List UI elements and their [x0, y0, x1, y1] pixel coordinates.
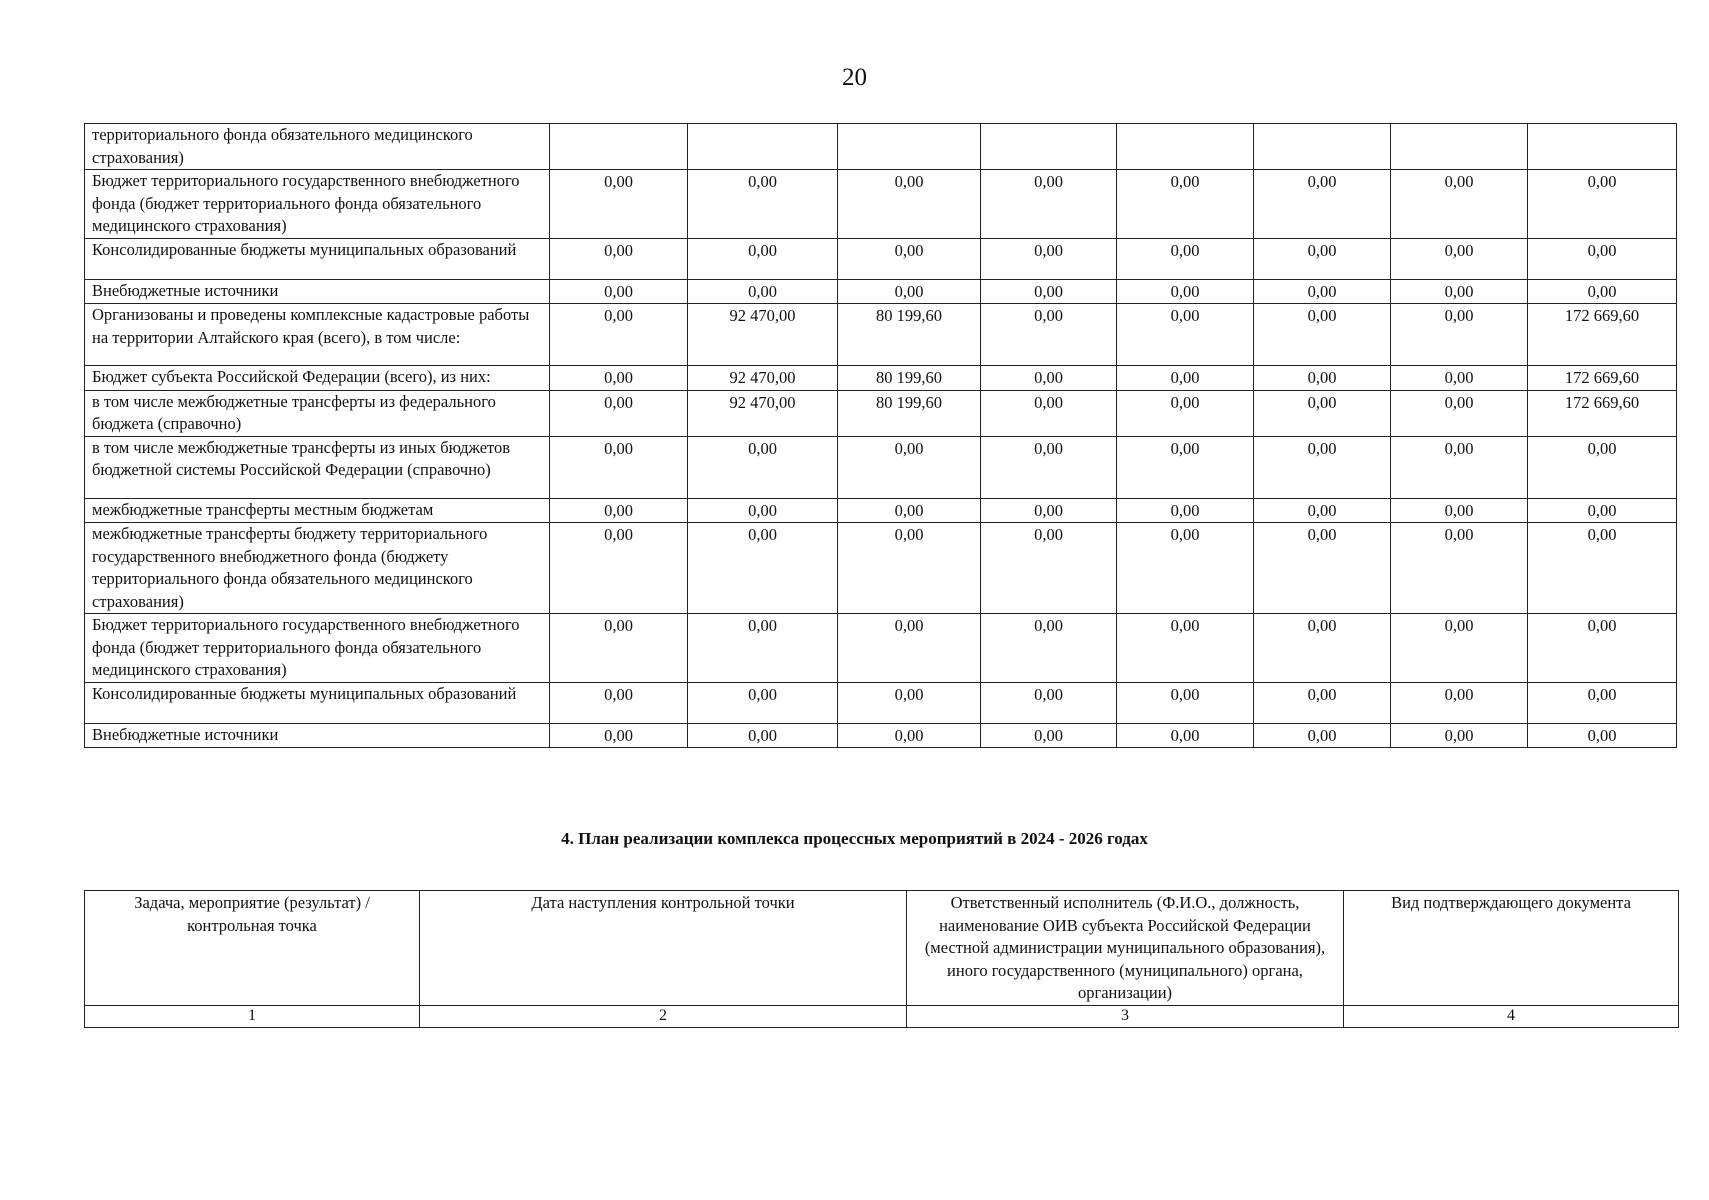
- budget-row: [85, 682, 1677, 723]
- page-number: 20: [842, 64, 867, 91]
- budget-value-cell: 0,00: [1528, 498, 1677, 523]
- budget-value-cell: 172 669,60: [1528, 390, 1677, 436]
- budget-value-cell: 0,00: [981, 614, 1117, 683]
- budget-value-cell: 0,00: [1528, 723, 1677, 748]
- budget-value-cell: 0,00: [1528, 279, 1677, 304]
- budget-value-cell: 0,00: [838, 723, 981, 748]
- budget-value-cell: 0,00: [1528, 238, 1677, 279]
- budget-value-cell: 0,00: [838, 436, 981, 498]
- budget-value-cell: 0,00: [838, 682, 981, 723]
- budget-value-cell: 0,00: [1117, 614, 1254, 683]
- budget-value-cell: 0,00: [1117, 436, 1254, 498]
- budget-row: [85, 523, 1677, 614]
- budget-row-label: Бюджет территориального государственного внебюджетного фонда (бюджет территориального фонда обязательного медицинского страхования): [85, 614, 550, 683]
- budget-row: [85, 170, 1677, 239]
- budget-value-cell: 0,00: [1254, 279, 1391, 304]
- budget-value-cell: 0,00: [1254, 170, 1391, 239]
- budget-value-cell: 80 199,60: [838, 366, 981, 391]
- budget-value-cell: 0,00: [1117, 682, 1254, 723]
- budget-value-cell: 0,00: [688, 436, 838, 498]
- budget-value-cell: 0,00: [1117, 498, 1254, 523]
- budget-value-cell: 0,00: [688, 614, 838, 683]
- budget-value-cell: 80 199,60: [838, 390, 981, 436]
- budget-row: [85, 279, 1677, 304]
- budget-value-cell: 0,00: [1254, 366, 1391, 391]
- budget-value-cell: 0,00: [1117, 723, 1254, 748]
- budget-row: [85, 614, 1677, 683]
- budget-value-cell: 0,00: [688, 523, 838, 614]
- budget-value-cell: 0,00: [550, 498, 688, 523]
- budget-value-cell: 92 470,00: [688, 390, 838, 436]
- budget-value-cell: 80 199,60: [838, 304, 981, 366]
- budget-value-cell: 0,00: [688, 238, 838, 279]
- budget-row-label: межбюджетные трансферты бюджету территориального государственного внебюджетного фонда (бюджету территориального фонда обязательного медицинского страхования): [85, 523, 550, 614]
- budget-value-cell: 0,00: [1254, 304, 1391, 366]
- plan-column-number: 1: [85, 1005, 420, 1027]
- budget-value-cell: 0,00: [981, 390, 1117, 436]
- budget-row: [85, 498, 1677, 523]
- plan-table: [84, 890, 1679, 1028]
- budget-row-label: Бюджет территориального государственного внебюджетного фонда (бюджет территориального фонда обязательного медицинского страхования): [85, 170, 550, 239]
- plan-header-task: Задача, мероприятие (результат) / контрольная точка: [85, 891, 420, 1006]
- budget-value-cell: 0,00: [981, 366, 1117, 391]
- budget-value-cell: 0,00: [1528, 170, 1677, 239]
- budget-value-cell: 172 669,60: [1528, 366, 1677, 391]
- budget-value-cell: 0,00: [550, 238, 688, 279]
- budget-value-cell: 0,00: [688, 279, 838, 304]
- budget-value-cell: 0,00: [688, 723, 838, 748]
- budget-value-cell: 0,00: [550, 390, 688, 436]
- budget-value-cell: 0,00: [1117, 390, 1254, 436]
- budget-value-cell: 0,00: [838, 170, 981, 239]
- budget-value-cell: 0,00: [838, 523, 981, 614]
- budget-value-cell: 0,00: [1528, 614, 1677, 683]
- budget-value-cell: 0,00: [550, 279, 688, 304]
- section-heading: 4. План реализации комплекса процессных мероприятий в 2024 - 2026 годах: [561, 829, 1148, 848]
- budget-value-cell: 172 669,60: [1528, 304, 1677, 366]
- budget-value-cell: 0,00: [1117, 170, 1254, 239]
- budget-row: [85, 238, 1677, 279]
- budget-value-cell: 0,00: [1254, 523, 1391, 614]
- budget-value-cell: 0,00: [1254, 723, 1391, 748]
- budget-value-cell: 0,00: [1528, 523, 1677, 614]
- budget-value-cell: 0,00: [550, 682, 688, 723]
- plan-header-document: Вид подтверждающего документа: [1344, 891, 1679, 1006]
- budget-value-cell: 0,00: [1391, 498, 1528, 523]
- budget-value-cell: 0,00: [1254, 436, 1391, 498]
- budget-value-cell: 0,00: [1391, 723, 1528, 748]
- plan-column-number: 3: [907, 1005, 1344, 1027]
- budget-row: [85, 390, 1677, 436]
- budget-value-cell: 0,00: [838, 238, 981, 279]
- budget-value-cell: 0,00: [550, 723, 688, 748]
- budget-row-label: Организованы и проведены комплексные кадастровые работы на территории Алтайского края (всего), в том числе:: [85, 304, 550, 366]
- budget-value-cell: 0,00: [550, 366, 688, 391]
- budget-row: [85, 304, 1677, 366]
- budget-value-cell: 0,00: [1391, 304, 1528, 366]
- budget-value-cell: 92 470,00: [688, 366, 838, 391]
- budget-row-label: межбюджетные трансферты местным бюджетам: [85, 498, 550, 523]
- budget-value-cell: 0,00: [981, 523, 1117, 614]
- budget-row-label: Консолидированные бюджеты муниципальных образований: [85, 238, 550, 279]
- budget-value-cell: 0,00: [1391, 614, 1528, 683]
- budget-value-cell: 0,00: [981, 304, 1117, 366]
- budget-value-cell: 0,00: [1391, 279, 1528, 304]
- budget-value-cell: 0,00: [550, 614, 688, 683]
- budget-value-cell: [550, 124, 688, 170]
- budget-row-label: в том числе межбюджетные трансферты из иных бюджетов бюджетной системы Российской Федерации (справочно): [85, 436, 550, 498]
- budget-value-cell: 0,00: [838, 498, 981, 523]
- budget-row-label: территориального фонда обязательного медицинского страхования): [85, 124, 550, 170]
- budget-value-cell: 0,00: [838, 279, 981, 304]
- budget-value-cell: 0,00: [1254, 682, 1391, 723]
- budget-value-cell: 0,00: [1254, 238, 1391, 279]
- plan-header-row: [85, 891, 1679, 1006]
- budget-value-cell: 0,00: [981, 436, 1117, 498]
- budget-value-cell: 0,00: [1391, 238, 1528, 279]
- budget-value-cell: [1117, 124, 1254, 170]
- budget-value-cell: [1391, 124, 1528, 170]
- plan-header-responsible: Ответственный исполнитель (Ф.И.О., должность, наименование ОИВ субъекта Российской Федерации (местной администрации муниципального образования), иного государственного (муниципального) органа, организации): [907, 891, 1344, 1006]
- budget-value-cell: 0,00: [1117, 304, 1254, 366]
- plan-column-numbers-row: [85, 1005, 1679, 1027]
- budget-value-cell: 0,00: [1391, 682, 1528, 723]
- budget-row-label: Бюджет субъекта Российской Федерации (всего), из них:: [85, 366, 550, 391]
- budget-value-cell: 0,00: [550, 523, 688, 614]
- budget-value-cell: 0,00: [1117, 523, 1254, 614]
- budget-value-cell: 0,00: [981, 498, 1117, 523]
- budget-table: [84, 123, 1677, 748]
- budget-value-cell: 0,00: [688, 498, 838, 523]
- budget-value-cell: 0,00: [1254, 614, 1391, 683]
- budget-value-cell: 0,00: [1391, 523, 1528, 614]
- budget-value-cell: 0,00: [1391, 390, 1528, 436]
- budget-value-cell: 92 470,00: [688, 304, 838, 366]
- budget-value-cell: [1528, 124, 1677, 170]
- budget-value-cell: [1254, 124, 1391, 170]
- budget-row-label: Внебюджетные источники: [85, 723, 550, 748]
- budget-value-cell: 0,00: [550, 304, 688, 366]
- budget-value-cell: 0,00: [981, 723, 1117, 748]
- budget-value-cell: 0,00: [1254, 498, 1391, 523]
- budget-value-cell: 0,00: [1117, 279, 1254, 304]
- budget-value-cell: [838, 124, 981, 170]
- budget-row-label: Консолидированные бюджеты муниципальных образований: [85, 682, 550, 723]
- budget-value-cell: 0,00: [1391, 366, 1528, 391]
- budget-value-cell: [981, 124, 1117, 170]
- budget-value-cell: 0,00: [550, 170, 688, 239]
- budget-value-cell: 0,00: [1391, 436, 1528, 498]
- budget-value-cell: 0,00: [981, 682, 1117, 723]
- budget-value-cell: 0,00: [981, 170, 1117, 239]
- budget-value-cell: 0,00: [1528, 436, 1677, 498]
- budget-value-cell: 0,00: [688, 170, 838, 239]
- budget-value-cell: 0,00: [1391, 170, 1528, 239]
- budget-row-label: в том числе межбюджетные трансферты из федерального бюджета (справочно): [85, 390, 550, 436]
- budget-value-cell: 0,00: [838, 614, 981, 683]
- budget-value-cell: 0,00: [550, 436, 688, 498]
- budget-row-label: Внебюджетные источники: [85, 279, 550, 304]
- budget-value-cell: 0,00: [1117, 238, 1254, 279]
- budget-value-cell: 0,00: [1528, 682, 1677, 723]
- budget-value-cell: 0,00: [1117, 366, 1254, 391]
- budget-row: [85, 723, 1677, 748]
- budget-row: [85, 436, 1677, 498]
- budget-row: [85, 366, 1677, 391]
- plan-header-date: Дата наступления контрольной точки: [420, 891, 907, 1006]
- budget-value-cell: 0,00: [981, 238, 1117, 279]
- budget-value-cell: 0,00: [688, 682, 838, 723]
- budget-value-cell: [688, 124, 838, 170]
- plan-column-number: 4: [1344, 1005, 1679, 1027]
- budget-value-cell: 0,00: [981, 279, 1117, 304]
- budget-value-cell: 0,00: [1254, 390, 1391, 436]
- plan-column-number: 2: [420, 1005, 907, 1027]
- budget-row: [85, 124, 1677, 170]
